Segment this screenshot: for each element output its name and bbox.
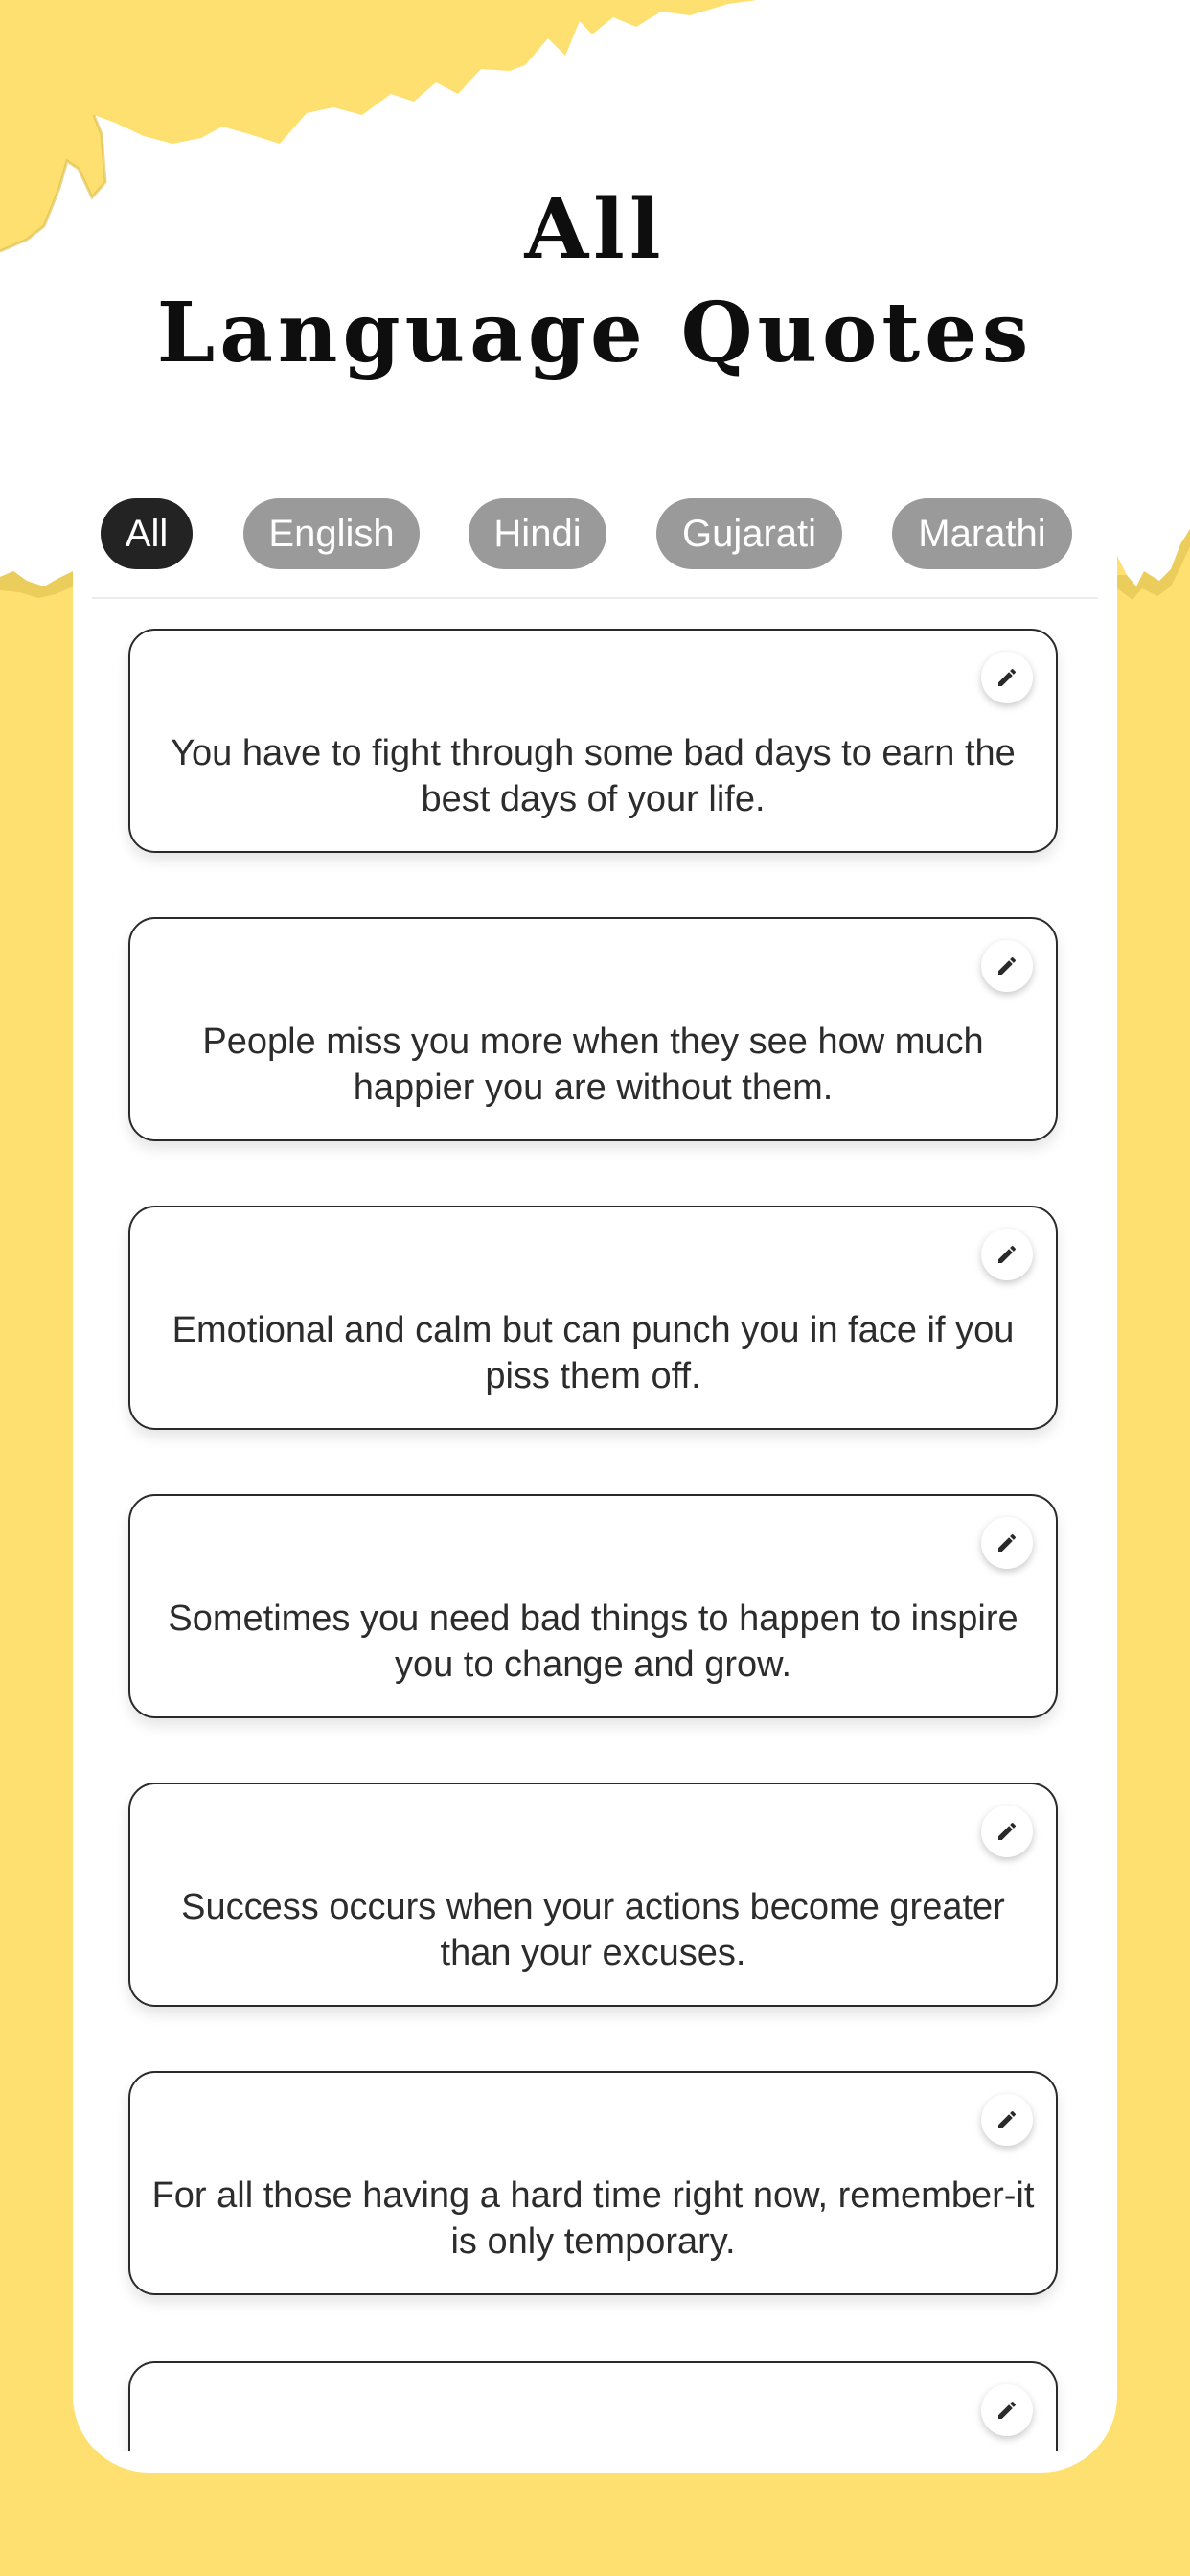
pencil-icon <box>995 1243 1018 1266</box>
page-title-line1: All <box>524 181 666 278</box>
edit-quote-button[interactable] <box>981 1517 1033 1569</box>
quote-text: Sometimes you need bad things to happen to inspire you to change and grow. <box>168 1598 1018 1685</box>
edit-quote-button[interactable] <box>981 2094 1033 2146</box>
language-tabs <box>0 498 1190 569</box>
quote-card[interactable] <box>128 2361 1058 2451</box>
pencil-icon <box>995 2108 1018 2131</box>
tabs-divider <box>92 597 1098 599</box>
edit-quote-button[interactable] <box>981 1229 1033 1280</box>
quote-text: You have to fight through some bad days to earn the best days of your life. <box>171 733 1016 819</box>
quote-card[interactable] <box>128 629 1058 853</box>
quote-card[interactable] <box>128 1494 1058 1718</box>
page-title-line2: Language Quotes <box>156 285 1034 381</box>
quote-card[interactable] <box>128 1782 1058 2007</box>
tab-all[interactable]: All <box>101 498 193 569</box>
edit-quote-button[interactable] <box>981 940 1033 992</box>
tab-english[interactable]: English <box>243 498 420 569</box>
quote-card[interactable] <box>128 2071 1058 2295</box>
quote-text: Emotional and calm but can punch you in face if you piss them off. <box>172 1310 1015 1396</box>
edit-quote-button[interactable] <box>981 652 1033 703</box>
tab-gujarati[interactable]: Gujarati <box>656 498 842 569</box>
tab-marathi[interactable]: Marathi <box>892 498 1072 569</box>
quote-text: Success occurs when your actions become greater than your excuses. <box>181 1887 1005 1973</box>
edit-quote-button[interactable] <box>981 2384 1033 2436</box>
pencil-icon <box>995 666 1018 689</box>
edit-quote-button[interactable] <box>981 1806 1033 1857</box>
pencil-icon <box>995 1531 1018 1554</box>
quotes-list[interactable] <box>73 602 1117 2451</box>
pencil-icon <box>995 2399 1018 2422</box>
quote-card[interactable] <box>128 1206 1058 1430</box>
tab-hindi[interactable]: Hindi <box>469 498 606 569</box>
pencil-icon <box>995 954 1018 978</box>
quote-text: For all those having a hard time right now, remember-it is only temporary. <box>151 2175 1035 2262</box>
quote-text: People miss you more when they see how much happier you are without them. <box>202 1022 984 1108</box>
pencil-icon <box>995 1820 1018 1843</box>
quote-card[interactable] <box>128 917 1058 1141</box>
